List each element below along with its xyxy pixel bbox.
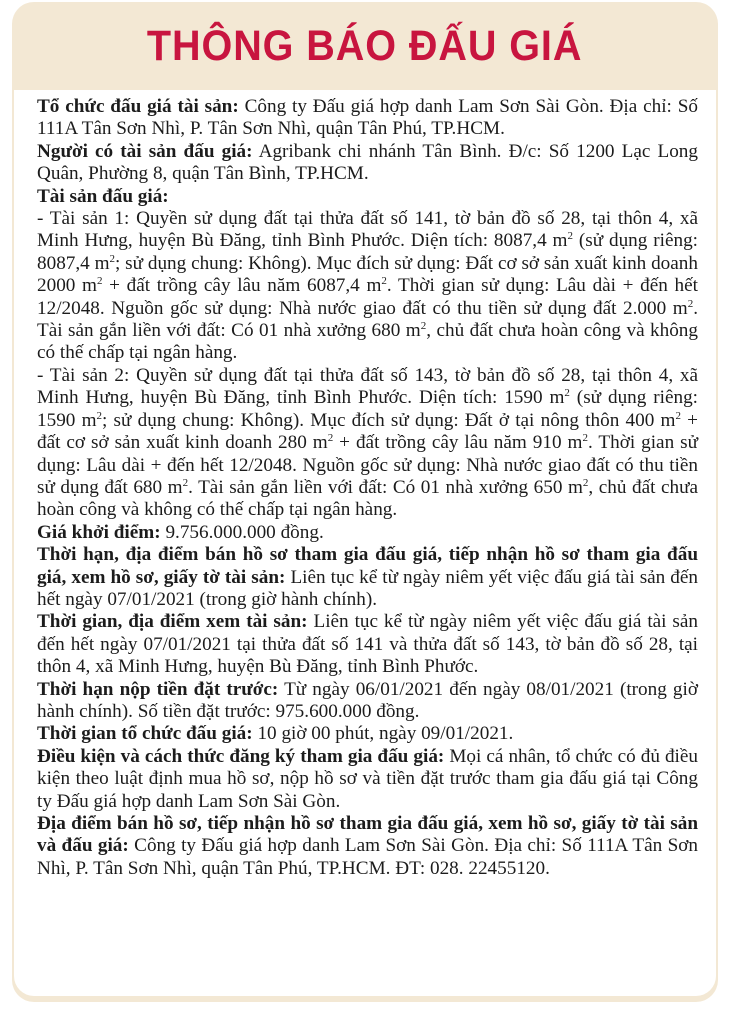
section-text: Agribank chi nhánh Tân Bình. Đ/c: Số 1200 Lạc Long Quân, Phường 8, quận Tân Bình, TP.HCM. <box>37 140 698 185</box>
superscript: 2 <box>582 476 589 489</box>
section-text: Công ty Đấu giá hợp danh Lam Sơn Sài Gòn. Địa chỉ: Số 111A Tân Sơn Nhì, P. Tân Sơn Nhì, quận Tân Phú, TP.HCM. <box>37 96 698 140</box>
section-text: Liên tục kể từ ngày niêm yết việc đấu giá tài sản đến hết ngày 07/01/2021 tại thửa đất số 141 và thửa đất số 143, tờ bản đồ số 28, tại thôn 4, xã Minh Hưng, huyện Bù Đăng, tỉnh Bình Phước. <box>37 611 698 678</box>
superscript: 2 <box>96 409 103 422</box>
section-deposit <box>37 679 698 724</box>
section-asset-owner <box>37 141 698 186</box>
superscript: 2 <box>564 387 570 400</box>
superscript: 2 <box>582 432 588 445</box>
superscript: 2 <box>687 297 694 310</box>
section-organizer <box>37 96 698 141</box>
superscript: 2 <box>381 275 387 288</box>
section-assets-heading <box>37 186 698 208</box>
section-conditions <box>37 746 698 813</box>
section-label: Người có tài sản đấu giá: <box>37 140 253 162</box>
section-label: Thời gian tổ chức đấu giá: <box>37 723 253 745</box>
section-label: Địa điểm bán hồ sơ, tiếp nhận hồ sơ tham gia đấu giá, xem hồ sơ, giấy tờ tài sản và đấu giá: <box>37 813 698 857</box>
notice-title: THÔNG BÁO ĐẤU GIÁ <box>147 21 583 70</box>
section-starting-price <box>37 522 698 544</box>
section-label: Tổ chức đấu giá tài sản: <box>37 96 239 117</box>
section-asset-1 <box>37 208 698 365</box>
section-label: Tài sản đấu giá: <box>37 185 169 207</box>
superscript: 2 <box>420 320 427 333</box>
section-viewing <box>37 611 698 678</box>
section-text: Từ ngày 06/01/2021 đến ngày 08/01/2021 (trong giờ hành chính). Số tiền đặt trước: 975.600.000 đồng. <box>37 678 699 722</box>
section-text: - Tài sản 1: Quyền sử dụng đất tại thửa đất số 141, tờ bản đồ số 28, tại thôn 4, xã Minh Hưng, huyện Bù Đăng, tỉnh Bình Phước. Diện tích: 8087,4 $m^2$ (sử dụng riêng: 8087,4 $m^2$; sử dụng chung: Không). Mục đích sử dụng: Đất cơ sở sản xuất kinh doanh 2000 $m^2$ + đất trồng cây lâu năm 6087,4 $m^2$. Thời gian sử dụng: Lâu dài + đến hết 12/2048. Nguồn gốc sử dụng: Nhà nước giao đất có thu tiền sử dụng đất 2.000 $m^2$. Tài sản gắn liền với đất: Có 01 nhà xưởng 680 $m^2$, chủ đất chưa hoàn công và không có thế chấp tại ngân hàng. <box>37 208 698 364</box>
superscript: 2 <box>182 476 189 489</box>
section-text: Liên tục kể từ ngày niêm yết việc đấu giá tài sản đến hết ngày 07/01/2021 (trong giờ hành chính). <box>37 566 699 610</box>
superscript: 2 <box>109 252 116 265</box>
section-text: 10 giờ 00 phút, ngày 09/01/2021. <box>252 723 514 745</box>
section-auction-time <box>37 723 698 745</box>
section-text: - Tài sản 2: Quyền sử dụng đất tại thửa đất số 143, tờ bản đồ số 28, tại thôn 4, xã Minh Hưng, huyện Bù Đăng, tỉnh Bình Phước. Diện tích: 1590 $m^2$ (sử dụng riêng: 1590 $m^2$; sử dụng chung: Không). Mục đích sử dụng: Đất ở tại nông thôn 400 $m^2$ + đất cơ sở sản xuất kinh doanh 280 $m^2$ + đất trồng cây lâu năm 910 $m^2$. Thời gian sử dụng: Lâu dài + đến hết 12/2048. Nguồn gốc sử dụng: Nhà nước giao đất có thu tiền sử dụng đất 680 $m^2$. Tài sản gắn liền với đất: Có 01 nhà xưởng 650 $m^2$, chủ đất chưa hoàn công và không có thế chấp tại ngân hàng. <box>37 364 699 521</box>
section-location <box>37 813 698 880</box>
notice-body <box>14 90 716 996</box>
superscript: 2 <box>567 230 573 243</box>
section-label: Thời gian, địa điểm xem tài sản: <box>37 611 308 633</box>
section-text: 9.756.000.000 đồng. <box>160 521 324 543</box>
section-asset-2 <box>37 365 698 522</box>
section-text: Mọi cá nhân, tổ chức có đủ điều kiện theo luật định mua hồ sơ, nộp hồ sơ và tiền đặt trước tham gia đấu giá tại Công ty Đấu giá hợp danh Lam Sơn Sài Gòn. <box>37 745 698 812</box>
section-text: Công ty Đấu giá hợp danh Lam Sơn Sài Gòn. Địa chỉ: Số 111A Tân Sơn Nhì, P. Tân Sơn Nhì, quận Tân Phú, TP.HCM. ĐT: 028. 22455120. <box>37 835 698 879</box>
notice-content <box>37 96 698 880</box>
notice-header <box>12 2 718 90</box>
section-label: Điều kiện và cách thức đăng ký tham gia đấu giá: <box>37 745 445 767</box>
notice-frame <box>12 2 718 1002</box>
superscript: 2 <box>327 432 334 445</box>
section-label: Giá khởi điểm: <box>37 521 161 543</box>
section-document-sale <box>37 544 698 611</box>
superscript: 2 <box>96 275 103 288</box>
section-label: Thời hạn nộp tiền đặt trước: <box>37 678 279 700</box>
superscript: 2 <box>675 409 681 422</box>
section-label: Thời hạn, địa điểm bán hồ sơ tham gia đấu giá, tiếp nhận hồ sơ tham gia đấu giá, xem hồ sơ, giấy tờ tài sản: <box>37 544 698 588</box>
